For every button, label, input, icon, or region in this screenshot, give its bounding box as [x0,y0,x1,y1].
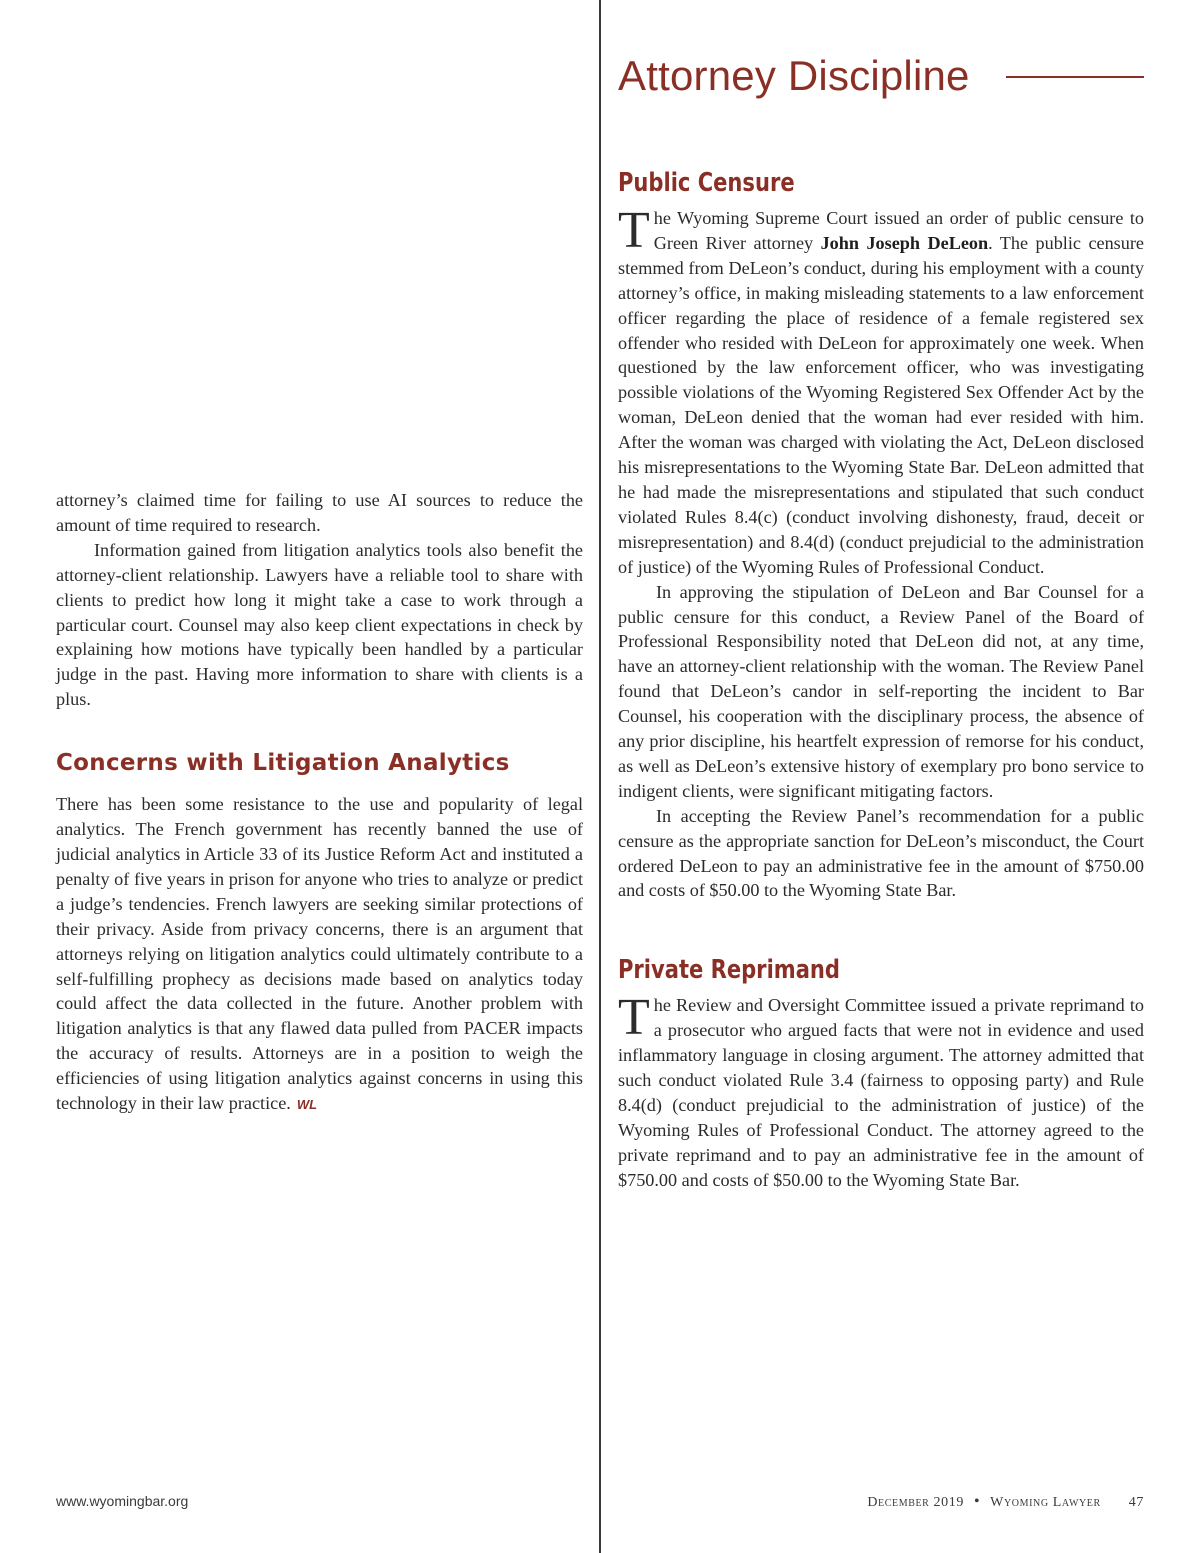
left-paragraph-3-text: There has been some resistance to the use and popularity of legal analytics. The French government has recently banned the use of judicial analytics in Article 33 of its Justice Reform Act and instituted a penalty of five years in prison for anyone who tries to analyze or predict a judge’s tendencies. French lawyers are seeking similar protections of their privacy. Aside from privacy concerns, there is an argument that attorneys relying on litigation analytics could ultimately contribute to a self-fulfilling prophecy as decisions made based on analytics today could affect the data collected in the future. Another problem with litigation analytics is that any flawed data pulled from PACER impacts the accuracy of results. Attorneys are in a position to weigh the efficiencies of using litigation analytics against concerns in using this technology in their law practice. [56,794,583,1114]
attorney-name: John Joseph DeLeon [820,232,989,253]
footer-publication: Wyoming Lawyer [990,1495,1101,1510]
column-divider [599,0,601,1553]
section-header [618,50,1144,110]
public-censure-paragraph-3: In accepting the Review Panel’s recommendation for a public censure as the appropriate sanction for DeLeon’s misconduct, the Court ordered DeLeon to pay an administrative fee in the amount of $750.00 and costs of $50.00 to the Wyoming State Bar. [618,805,1144,901]
footer-issue-info [867,1493,1144,1511]
drop-cap: T [618,989,650,1047]
wl-end-mark: WL [296,1097,318,1113]
left-paragraph-1: attorney’s claimed time for failing to use AI sources to reduce the amount of time required to research. [56,490,583,535]
left-paragraph-2: Information gained from litigation analytics tools also benefit the attorney-client relationship. Lawyers have a reliable tool to share with clients to predict how long it might take a case to work through a particular court. Counsel may also keep client expectations in check by explaining how motions have typically been handled by a particular judge in the past. Having more information to share with clients is a plus. [56,539,583,710]
heading-concerns-litigation-analytics: Concerns with Litigation Analytics [56,750,510,777]
public-censure-body: . The public censure stemmed from DeLeon’s conduct, during his employment with a county attorney’s office, in making misleading statements to a law enforcement officer regarding the place of residence of a female registered sex offender who resided with DeLeon for approximately one week. When questioned by the law enforcement officer, who was investigating possible violations of the Wyoming Registered Sex Offender Act by the woman, DeLeon denied that the woman had ever resided with him. After the woman was charged with violating the Act, DeLeon disclosed his misrepresentations to the Wyoming State Bar. DeLeon admitted that he had made the misrepresentations and stipulated that such conduct violated Rules 8.4(c) (conduct involving dishonesty, fraud, deceit or misrepresentation) and 8.4(d) (conduct prejudicial to the administration of justice) of the Wyoming Rules of Professional Conduct. [618,232,1144,577]
title-rule [1006,76,1144,78]
page-number: 47 [1128,1495,1144,1510]
bullet-separator: • [973,1493,981,1510]
public-censure-intro: he Wyoming Supreme Court issued an order of public censure to Green River attorney [653,208,1144,253]
private-reprimand-text: he Review and Oversight Committee issued a private reprimand to a prosecutor who argued facts that were not in evidence and used inflammatory language in closing argument. The attorney admitted that such conduct violated Rule 3.4 (fairness to opposing party) and Rule 8.4(d) (conduct prejudicial to the administration of justice) of the Wyoming Rules of Professional Conduct. The attorney agreed to the private reprimand and to pay an administrative fee in the amount of $750.00 and costs of $50.00 to the Wyoming State Bar. [618,995,1144,1190]
footer-website: www.wyomingbar.org [56,1493,189,1509]
left-column [56,488,583,1118]
heading-private-reprimand: Private Reprimand [618,955,840,986]
left-paragraph-3 [56,792,583,1118]
public-censure-paragraph-1 [618,202,1144,580]
right-column [618,166,1144,1193]
section-title: Attorney Discipline [618,52,970,99]
private-reprimand-paragraph [618,989,1144,1192]
drop-cap: T [618,202,650,259]
heading-public-censure: Public Censure [618,168,795,198]
public-censure-paragraph-2: In approving the stipulation of DeLeon and Bar Counsel for a public censure for this conduct, a Review Panel of the Board of Professional Responsibility noted that DeLeon did not, at any time, have an attorney-client relationship with the woman. The Review Panel found that DeLeon’s candor in self-reporting the incident to Bar Counsel, his cooperation with the disciplinary process, the absence of any prior discipline, his heartfelt expression of remorse for his conduct, as well as DeLeon’s extensive history of exemplary pro bono service to indigent clients, were significant mitigating factors. [618,581,1144,801]
footer-issue-date: December 2019 [867,1495,964,1510]
